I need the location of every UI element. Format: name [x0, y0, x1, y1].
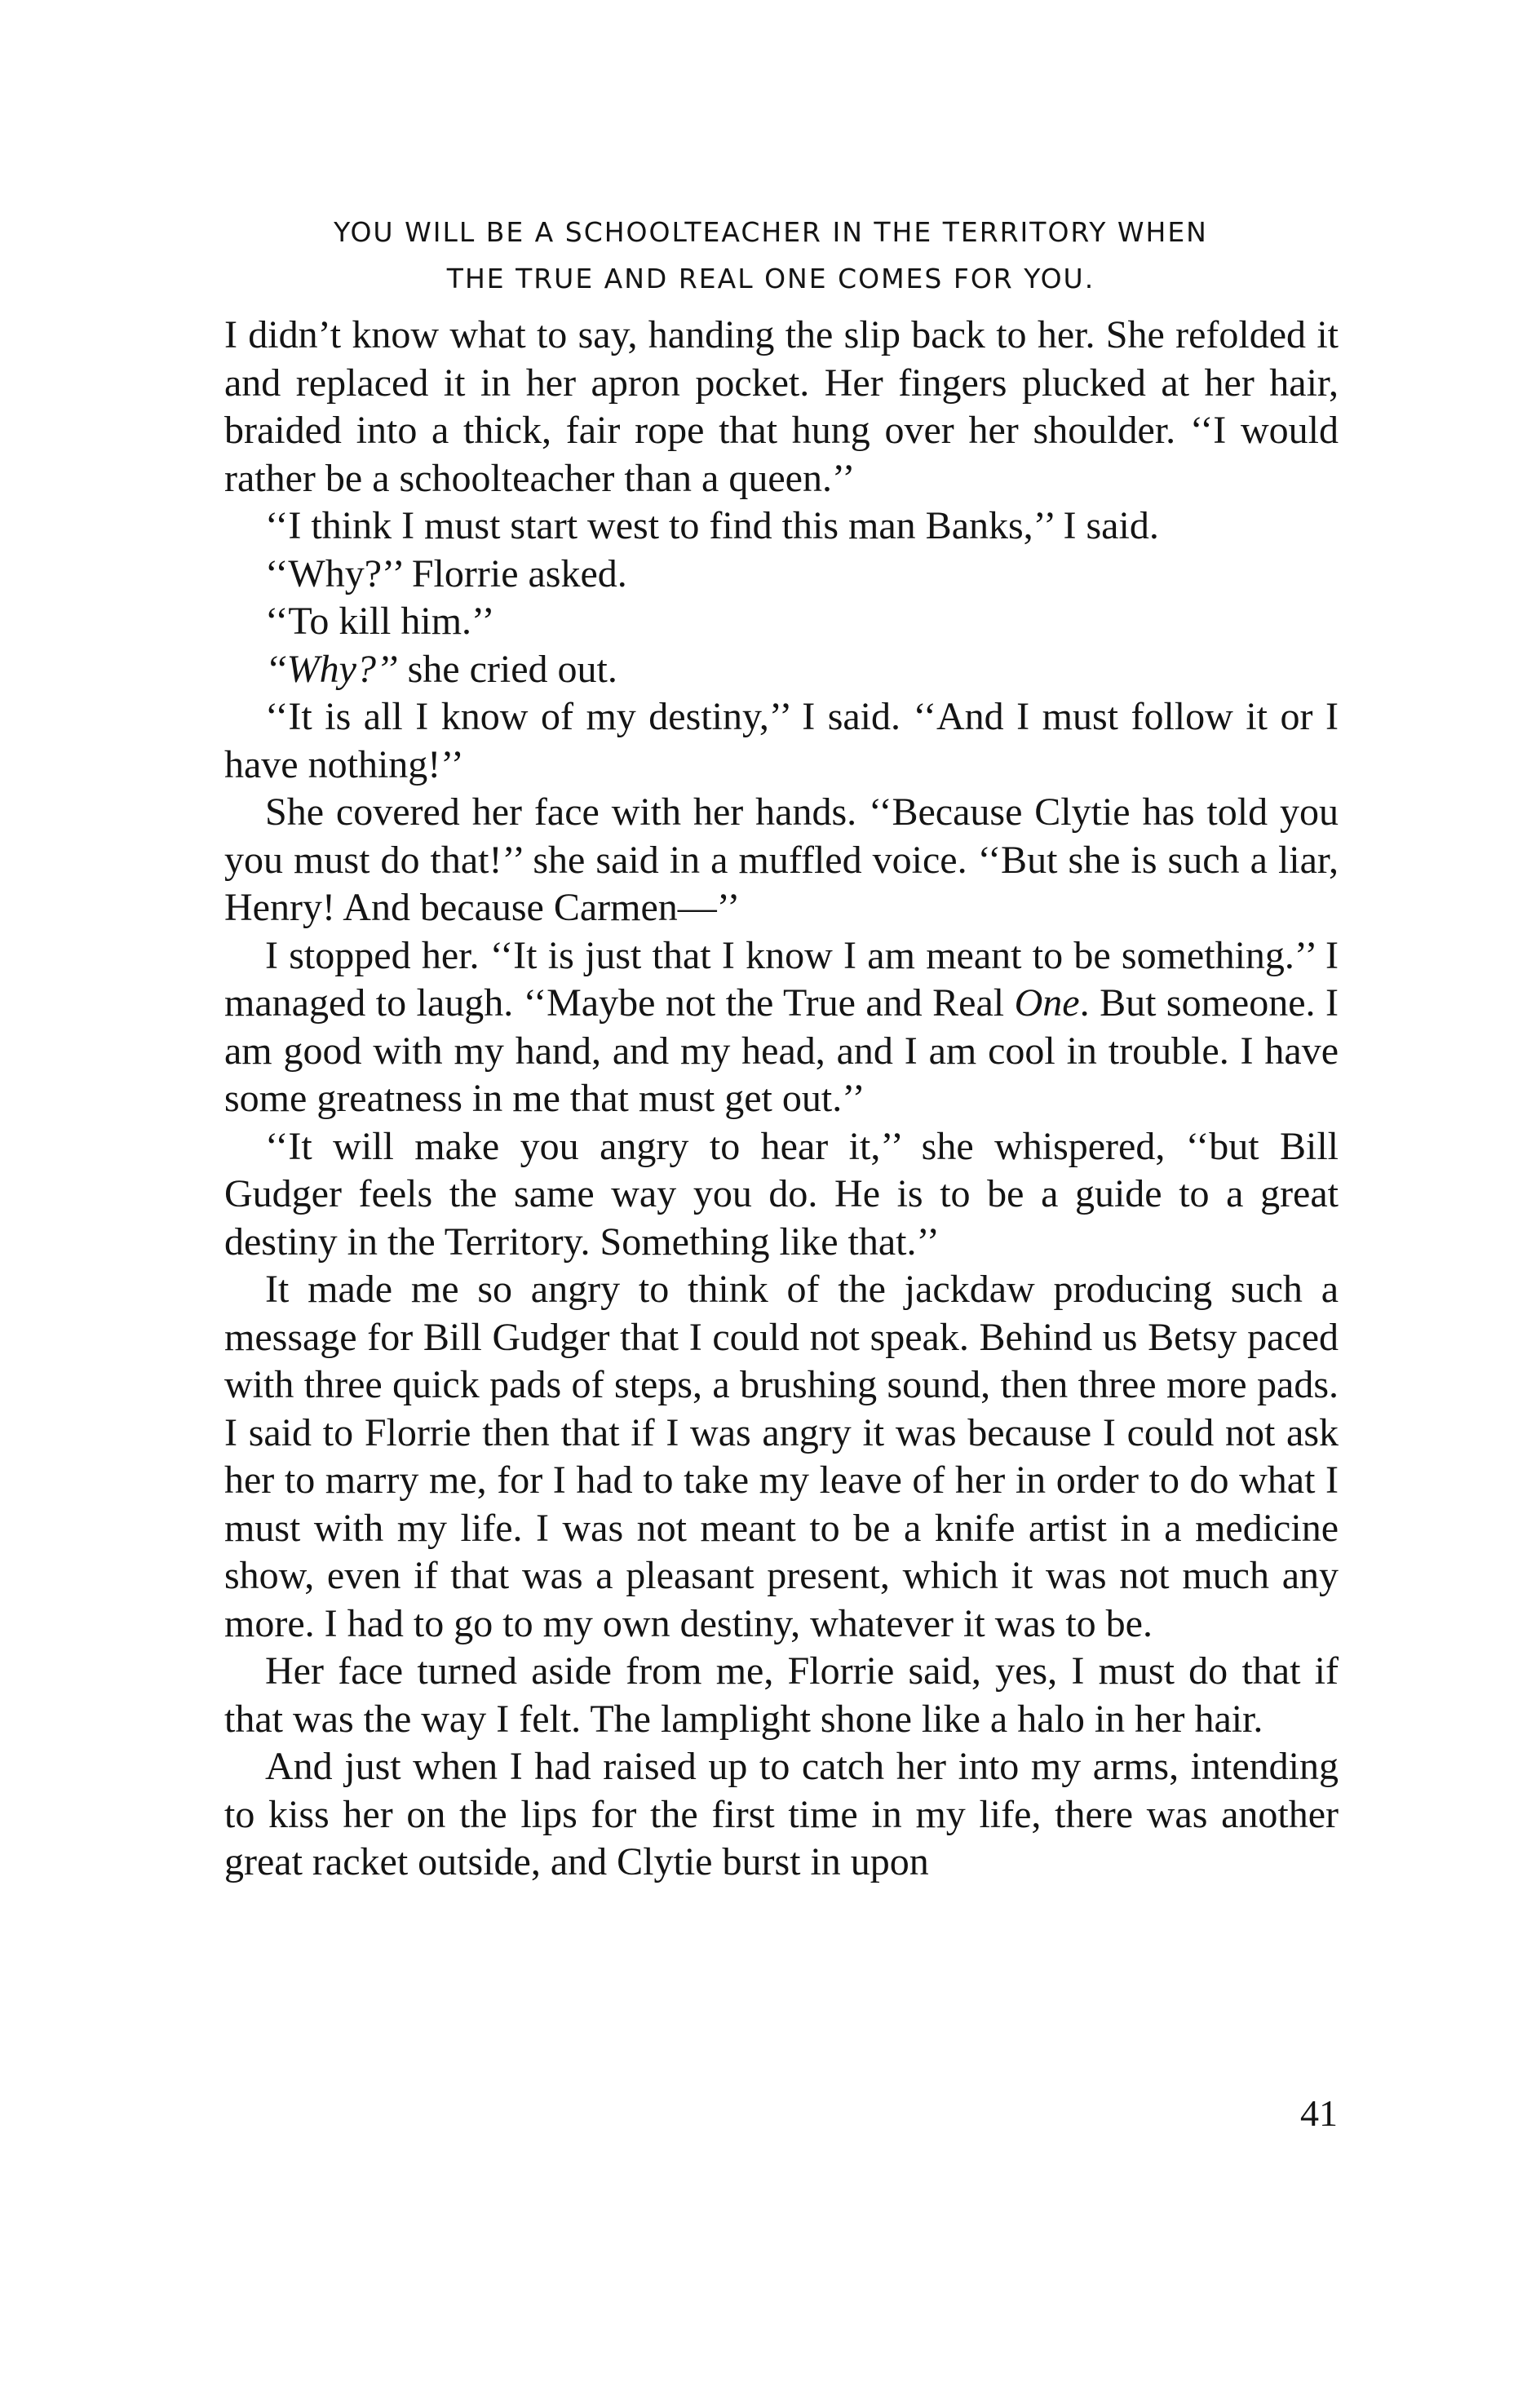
paragraph-8: [224, 932, 1339, 1123]
paragraph-6: ‘‘It is all I know of my destiny,’’ I said. ‘‘And I must follow it or I have nothing!’’: [224, 695, 1339, 786]
section-heading: [224, 209, 1317, 302]
paragraph-4: ‘‘To kill him.’’: [265, 600, 495, 643]
paragraph-8-text-end: . But someone. I am good with my hand, and my head, and I am cool in trouble. I have some greatness in me that must get out.’’: [224, 981, 1339, 1120]
paragraph-8-text-start: I stopped her. ‘‘It is just that I know I am meant to be something.’’ I managed to laugh. ‘‘Maybe not the True and Real: [224, 933, 1339, 1025]
paragraph-5: [224, 646, 1339, 694]
page-number: 41: [1300, 2092, 1338, 2134]
paragraph-5-italic: ‘‘Why?’’: [265, 647, 398, 691]
paragraph-11: Her face turned aside from me, Florrie said, yes, I must do that if that was the way I felt. The lamplight shone like a halo in her hair.: [224, 1649, 1339, 1741]
heading-line-2: THE TRUE AND REAL ONE COMES FOR YOU.: [446, 263, 1095, 294]
heading-line-1: YOU WILL BE A SCHOOLTEACHER IN THE TERRITORY WHEN: [334, 216, 1208, 248]
paragraph-9: ‘‘It will make you angry to hear it,’’ she whispered, ‘‘but Bill Gudger feels the same way you do. He is to be a guide to a great destiny in the Territory. Something like that.’’: [224, 1124, 1339, 1264]
paragraph-7: She covered her face with her hands. ‘‘Because Clytie has told you you must do that!’’ she said in a muffled voice. ‘‘But she is such a liar, Henry! And because Carmen—’’: [224, 790, 1339, 929]
paragraph-12: And just when I had raised up to catch her into my arms, intending to kiss her on the lips for the first time in my life, there was another great racket outside, and Clytie burst in upon: [224, 1745, 1339, 1883]
paragraph-5-text: she cried out.: [397, 647, 617, 691]
body-text: [224, 312, 1339, 1887]
paragraph-10: It made me so angry to think of the jackdaw producing such a message for Bill Gudger that I could not speak. Behind us Betsy paced with three quick pads of steps, a brushing sound, then three more pads. I said to Florrie then that if I was angry it was because I could not ask her to marry me, for I had to take my leave of her in order to do what I must with my life. I was not meant to be a knife artist in a medicine show, even if that was a pleasant present, which it was not much any more. I had to go to my own destiny, whatever it was to be.: [224, 1268, 1339, 1645]
paragraph-8-italic: One: [1014, 981, 1080, 1025]
paragraph-3: ‘‘Why?’’ Florrie asked.: [265, 551, 627, 595]
paragraph-2: ‘‘I think I must start west to find this man Banks,’’ I said.: [265, 504, 1159, 547]
paragraph-1: I didn’t know what to say, handing the slip back to her. She refolded it and replaced it in her apron pocket. Her fingers plucked at her hair, braided into a thick, fair rope that hung over her shoulder. ‘‘I would rather be a schoolteacher than a queen.’’: [224, 313, 1339, 500]
